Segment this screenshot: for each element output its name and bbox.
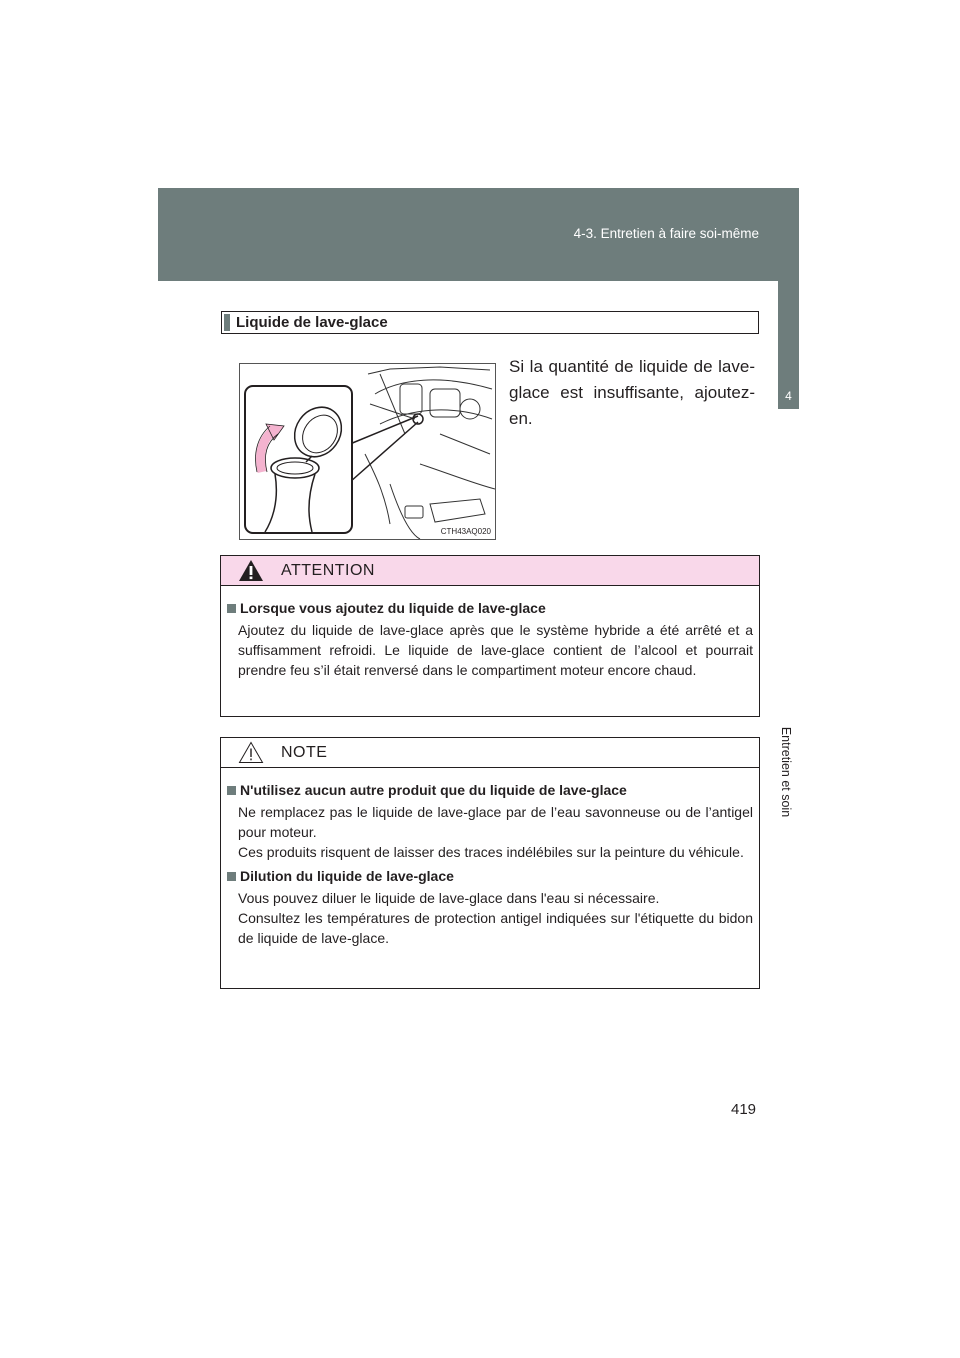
note-item-text-line: Ne remplacez pas le liquide de lave-glace par de l’eau savonneuse ou de l’antigel pour moteur. [238, 804, 753, 840]
attention-box [220, 555, 760, 717]
header-title: 4-3. Entretien à faire soi-même [573, 226, 759, 241]
note-item-text-line: Vous pouvez diluer le liquide de lave-glace dans l'eau si nécessaire. [238, 890, 660, 906]
washer-fluid-figure [239, 363, 496, 540]
note-item-heading [227, 780, 753, 800]
warning-triangle-icon [238, 559, 264, 582]
attention-title: ATTENTION [281, 562, 375, 579]
caution-triangle-outline-icon [238, 741, 264, 764]
bullet-square-icon [227, 872, 236, 881]
bullet-square-icon [227, 604, 236, 613]
attention-item-heading [227, 598, 753, 618]
note-item-heading [227, 866, 753, 886]
note-header [221, 738, 759, 768]
figure-code: CTH43AQ020 [440, 527, 491, 536]
chapter-label-wrap [766, 712, 806, 832]
attention-header [221, 556, 759, 586]
note-item-heading-text: N'utilisez aucun autre produit que du liquide de lave-glace [240, 782, 627, 798]
attention-item-text: Ajoutez du liquide de lave-glace après que le système hybride a été arrêté et a suffisamment refroidi. Le liquide de lave-glace contient de l’alcool et pourrait prendre feu s’il était renversé dans le compartiment moteur encore chaud. [238, 622, 753, 678]
heading-bar [224, 314, 230, 331]
attention-item-heading-text: Lorsque vous ajoutez du liquide de lave-glace [240, 600, 546, 616]
note-item-heading-text: Dilution du liquide de lave-glace [240, 868, 454, 884]
bullet-square-icon [227, 786, 236, 795]
chapter-number: 4 [785, 389, 792, 403]
note-box [220, 737, 760, 989]
note-item-text [227, 802, 753, 862]
note-item-text [227, 888, 753, 948]
header-band [158, 188, 799, 281]
section-heading [221, 311, 759, 334]
chapter-label: Entretien et soin [779, 726, 793, 818]
chapter-tab [778, 281, 799, 409]
note-title: NOTE [281, 744, 328, 761]
section-heading-text: Liquide de lave-glace [236, 314, 388, 331]
page-number: 419 [731, 1101, 757, 1118]
body-paragraph: Si la quantité de liquide de lave-glace est insuffisante, ajoutez-en. [509, 357, 755, 428]
note-item-text-line: Ces produits risquent de laisser des traces indélébiles sur la peinture du véhicule. [238, 844, 744, 860]
note-item-text-line: Consultez les températures de protection antigel indiquées sur l'étiquette du bidon de liquide de lave-glace. [238, 910, 753, 946]
washer-fluid-cap-open-illustration [240, 364, 496, 540]
